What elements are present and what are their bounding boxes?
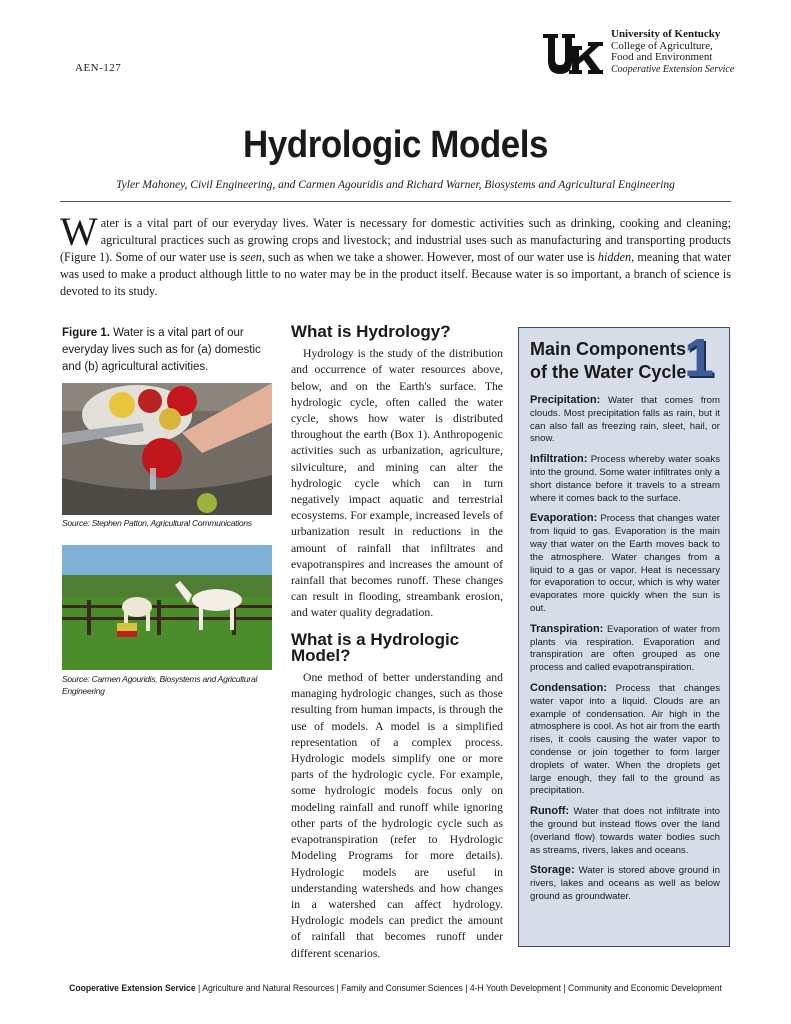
heading-what-is-hydrology: What is Hydrology? [291, 322, 451, 341]
intro-text-2: , such as when we take a shower. However, most of our water use is [261, 250, 598, 264]
box-definition: Process that changes water from liquid to gas. Evaporation is the main way that water on the Earth moves back to the atmosphere. Water changes from a liquid to a gas or vapor. Heat is necessary for evaporation to occur, which is why water evaporates more quickly when the sun is out. [530, 513, 720, 614]
footer-programs: | Agriculture and Natural Resources | Family and Consumer Sciences | 4-H Youth Development | Community and Economic Development [195, 982, 722, 993]
footer [32, 982, 760, 993]
college-line-1: College of Agriculture, [611, 39, 713, 52]
box-body [530, 394, 720, 911]
model-paragraph: One method of better understanding and managing hydrologic changes, such as those resulting from human impacts, is through the use of models. A model is a simplified representation of a complex process. Hydrologic models simplify one or more parts of the hydrologic cycle. For example, some hydrologic models focus only on modeling rainfall and runoff while ignoring other parts of the hydrologic cycle such as evapotranspiration (refer to Hydrologic Modeling Programs for more details). Hydrologic models are useful in understanding watersheds and how changes in a watershed can affect hydrology. Hydrologic models can predict the amount of rainfall that becomes runoff under different scenarios. [291, 671, 503, 960]
title-rule [60, 201, 731, 202]
intro-paragraph [60, 209, 731, 300]
box-item-storage [530, 864, 720, 903]
box-definition: Water that comes from clouds. Most precipitation falls as rain, but it can also fall as freezing rain, sleet, hail, or snow. [530, 395, 720, 445]
box-item-infiltration [530, 453, 720, 505]
intro-seen: seen [240, 250, 262, 264]
box-item-precipitation [530, 394, 720, 446]
university-name: University of Kentucky [611, 28, 721, 40]
footer-service: Cooperative Extension Service [69, 982, 196, 993]
uk-logo-icon [542, 32, 604, 76]
box-definition: Process whereby water soaks into the ground. Some water infiltrates only a short distance before it travels to a stream where it comes back to the surface. [530, 454, 720, 504]
main-column [291, 324, 503, 962]
box-item-transpiration [530, 623, 720, 675]
drop-cap: W [60, 209, 98, 254]
box-term: Evaporation: [530, 512, 598, 525]
authors-line: Tyler Mahoney, Civil Engineering, and Carmen Agouridis and Richard Warner, Biosystems and Agricultural Engineering [116, 179, 675, 191]
box-term: Precipitation: [530, 394, 601, 406]
extension-service: Cooperative Extension Service [611, 63, 735, 75]
college-line-2: Food and Environment [611, 51, 713, 63]
box-definition: Water is stored above ground in rivers, lakes and oceans as well as below ground as groundwater. [530, 865, 720, 902]
box-term: Storage: [530, 864, 575, 877]
photo-horses [62, 545, 272, 670]
figure-caption-text: Water is a vital part of our everyday lives such as for (a) domestic and (b) agricultural activities. [62, 327, 261, 373]
box-definition: Process that changes water vapor into a liquid. Clouds are an example of condensation. Air high in the atmosphere is cool. As hot air from the earth rises, it cools causing the water vapor to condense or join together to form larger droplets of water. When the droplets get large enough, they fall to the ground as precipitation. [530, 682, 720, 797]
box-item-evaporation [530, 512, 720, 615]
box-definition: Water that does not infiltrate into the ground but instead flows over the land (overland flow) towards water bodies such as streams, rivers, lakes and oceans. [530, 806, 720, 856]
box-number: 1 [684, 328, 715, 388]
photo-washing-apples [62, 383, 272, 515]
intro-hidden: hidden [597, 250, 632, 264]
box-title-line-1: Main Components [530, 339, 686, 359]
box-term: Infiltration: [530, 453, 588, 466]
page-title: Hydrologic Models [243, 124, 548, 166]
source-b: Source: Carmen Agouridis, Biosystems and Agricultural Engineering [62, 674, 258, 696]
hydrology-paragraph: Hydrology is the study of the distribution and occurrence of water resources above, below, and on the Earth's surface. The hydrologic cycle, often called the water cycle, shows how water is distributed throughout the earth (Box 1). Anthropogenic activities such as urbanization, agriculture, silviculture, and mining can alter the hydrologic cycle which can in turn negatively impact aquatic and terrestrial ecosystems. For example, increased levels of urbanization result in reductions in the amount of rainfall that infiltrates and evapotranspires and increases the amount of rainfall that becomes runoff. These changes can result in flooding, streambank erosion, and water quality degradation. [291, 347, 503, 620]
university-block [611, 29, 734, 75]
figure-caption [62, 325, 267, 376]
intro-text-1: ater is a vital part of our everyday lives. Water is necessary for domestic activities such as drinking, cooking and cleaning; agricultural practices such as growing crops and livestock; and industrial uses such as manufacturing and transporting products (Figure 1). Some of our water use is [60, 216, 731, 264]
box-item-condensation [530, 682, 720, 798]
intro-text-3: , meaning that water was used to make a product although little to no water may be in the product itself. Because water is so important, a branch of science is devoted to its study. [60, 250, 731, 298]
box-item-runoff [530, 805, 720, 857]
box-title [530, 338, 686, 384]
box-definition: Evaporation of water from plants via respiration. Evaporation and transpiration are often grouped as one process and called evapotranspiration. [530, 623, 720, 674]
box-term: Condensation: [530, 681, 607, 694]
figure-label: Figure 1. [62, 327, 110, 339]
box-term: Runoff: [530, 805, 570, 818]
document-number: AEN-127 [75, 62, 122, 74]
box-term: Transpiration: [530, 622, 604, 635]
source-a: Source: Stephen Patton, Agricultural Communications [62, 518, 252, 528]
box-title-line-2: of the Water Cycle [530, 362, 687, 382]
heading-hydrologic-model: What is a Hydrologic Model? [291, 629, 460, 665]
